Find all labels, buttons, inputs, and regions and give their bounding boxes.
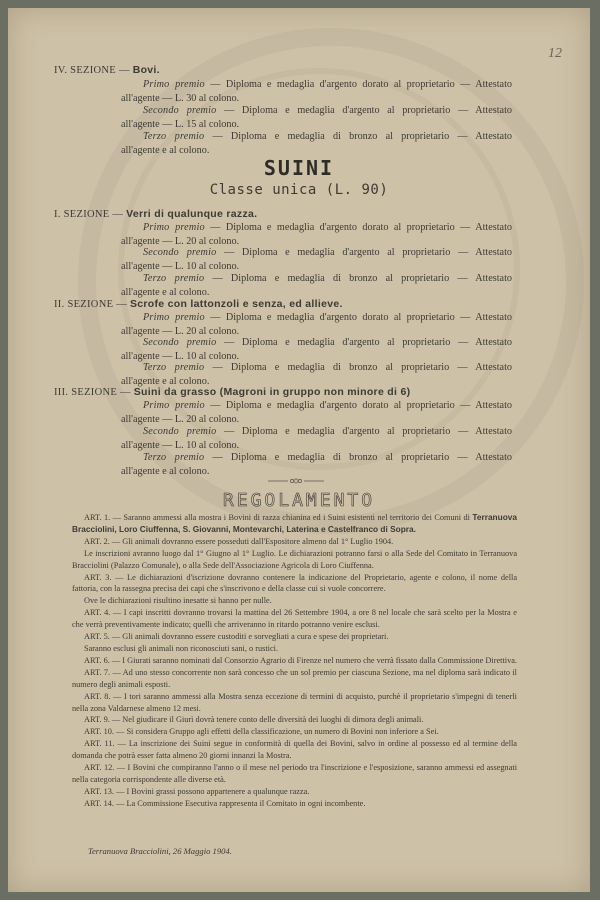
article-paragraph: ART. 14. — La Commissione Esecutiva rappresenta il Comitato in ogni incombente. [84,798,366,808]
prize-entry: Secondo premio — Diploma e medaglia d'argento al proprietario — Attestato all'agente — L. 10 al colono. [121,426,512,451]
article-paragraph: ART. 1. — Saranno ammessi alla mostra i Bovini di razza chianina ed i Suini esistenti nel territorio dei Comuni di Terranuova Bracciolini, Loro Ciuffenna, S. Giovanni, Montevarchi, Laterina e Castelfranco di Sopra. [72,512,517,534]
article-paragraph: ART. 12. — I Bovini che compiranno l'anno o il mese nel periodo tra l'inscrizione e l'esposizione, saranno ammessi ed assegnati nella categoria corrispondente alle diverse età. [72,763,517,784]
prize-entry: Terzo premio — Diploma e medaglia di bronzo al proprietario — Attestato all'agente e al colono. [121,452,512,477]
article-paragraph: Le inscrizioni avranno luogo dal 1° Giugno al 1° Luglio. Le dichiarazioni potranno farsi o alla Sede del Comitato in Terranuova Bracciolini (Palazzo Comunale), o alla Sede dell'Associazione Agricola di Loro Ciuffenna. [72,548,517,570]
ornamental-divider [266,477,326,485]
section-title: Scrofe con lattonzoli e senza, ed allieve. [129,298,343,310]
section-heading: IV. SEZIONE — Bovi. [54,64,160,76]
prize-entry: Terzo premio — Diploma e medaglia di bronzo al proprietario — Attestato all'agente e al colono. [121,131,512,156]
section-title: Bovi. [132,64,160,76]
article-paragraph: ART. 5. — Gli animali dovranno essere custoditi e sorvegliati a cura e spese dei proprietari. [84,632,389,642]
article-paragraph: ART. 9. — Nel giudicare il Giurì dovrà tenere conto delle diversità dei luoghi di dimora degli animali. [84,715,424,725]
prize-entry: Terzo premio — Diploma e medaglia di bronzo al proprietario — Attestato all'agente e al colono. [121,362,512,387]
article-paragraph: Ove le dichiarazioni risultino inesatte si hanno per nulle. [84,596,272,606]
suini-heading: SUINI [263,156,335,180]
prize-entry: Secondo premio — Diploma e medaglia d'argento al proprietario — Attestato all'agente — L. 15 al colono. [121,105,512,130]
prize-entry: Primo premio — Diploma e medaglia d'argento dorato al proprietario — Attestato all'agente — L. 20 al colono. [121,222,512,247]
prize-entry: Primo premio — Diploma e medaglia d'argento dorato al proprietario — Attestato all'agente — L. 30 al colono. [121,79,512,104]
section-heading: III. SEZIONE — Suini da grasso (Magroni in gruppo non minore di 6) [54,386,411,398]
prize-entry: Primo premio — Diploma e medaglia d'argento dorato al proprietario — Attestato all'agente — L. 20 al colono. [121,312,512,337]
article-paragraph: ART. 6. — I Giurati saranno nominati dal Consorzio Agrario di Firenze nel numero che verrà fissato dalla Commissione Direttiva. [84,655,517,665]
prize-entry: Secondo premio — Diploma e medaglia d'argento al proprietario — Attestato all'agente — L. 10 al colono. [121,247,512,272]
article-paragraph: ART. 2. — Gli animali dovranno essere posseduti dall'Espositore almeno dal 1° Luglio 1904. [84,536,394,546]
prize-entry: Terzo premio — Diploma e medaglia di bronzo al proprietario — Attestato all'agente e al colono. [121,273,512,298]
article-paragraph: ART. 10. — Si considera Gruppo agli effetti della classificazione, un numero di Bovini non inferiore a Sei. [84,727,439,737]
section-title: Suini da grasso (Magroni in gruppo non minore di 6) [133,386,411,398]
article-paragraph: ART. 8. — I tori saranno ammessi alla Mostra senza eccezione di termini di acquisto, purchè il proprietario s'impegni di tenerli nella zona Valdarnese almeno 12 mesi. [72,691,517,713]
regolamento-body [72,512,517,810]
prize-entry: Secondo premio — Diploma e medaglia d'argento al proprietario — Attestato all'agente — L. 10 al colono. [121,337,512,362]
article-paragraph: ART. 11. — La inscrizione dei Suini segue in conformità di quella dei Bovini, salvo in ordine al possesso ed al termine della domanda che potrà esser fatta almeno 20 giorni innanzi la Mostra. [72,739,517,761]
signature-line: Terranuova Bracciolini, 26 Maggio 1904. [88,846,232,856]
article-paragraph: ART. 7. — Ad uno stesso concorrente non sarà concesso che un sol premio per ciascuna Sezione, ma nel diploma sarà indicato il numero degli animali esposti. [72,667,517,689]
suini-class-heading: Classe unica (L. 90) [209,182,389,198]
page-number: 12 [548,46,562,61]
article-paragraph: Saranno esclusi gli animali non riconosciuti sani, o rustici. [84,643,279,653]
section-heading: II. SEZIONE — Scrofe con lattonzoli e senza, ed allieve. [54,298,343,310]
prize-entry: Primo premio — Diploma e medaglia d'argento dorato al proprietario — Attestato all'agente — L. 20 al colono. [121,400,512,425]
article-paragraph: ART. 4. — I capi inscritti dovranno trovarsi la mattina del 26 Settembre 1904, a ore 8 nel locale che sarà scelto per la Mostra e che verrà preventivamente indicato; quelli che arriveranno in ritardo potranno venire esclusi. [72,608,517,630]
article-paragraph: ART. 3. — Le dichiarazioni d'iscrizione dovranno contenere la indicazione del Proprietario, agente e colono, il nome della fattoria, con la rassegna precisa dei capi che s'inscrivono e della classe cui si vuole concorrere. [72,572,517,594]
regolamento-heading: REGOLAMENTO [222,490,376,511]
section-heading: I. SEZIONE — Verri di qualunque razza. [54,208,258,220]
section-title: Verri di qualunque razza. [126,208,258,220]
document-page [8,8,590,892]
article-paragraph: ART. 13. — I Bovini grassi possono appartenere a qualunque razza. [84,786,310,796]
